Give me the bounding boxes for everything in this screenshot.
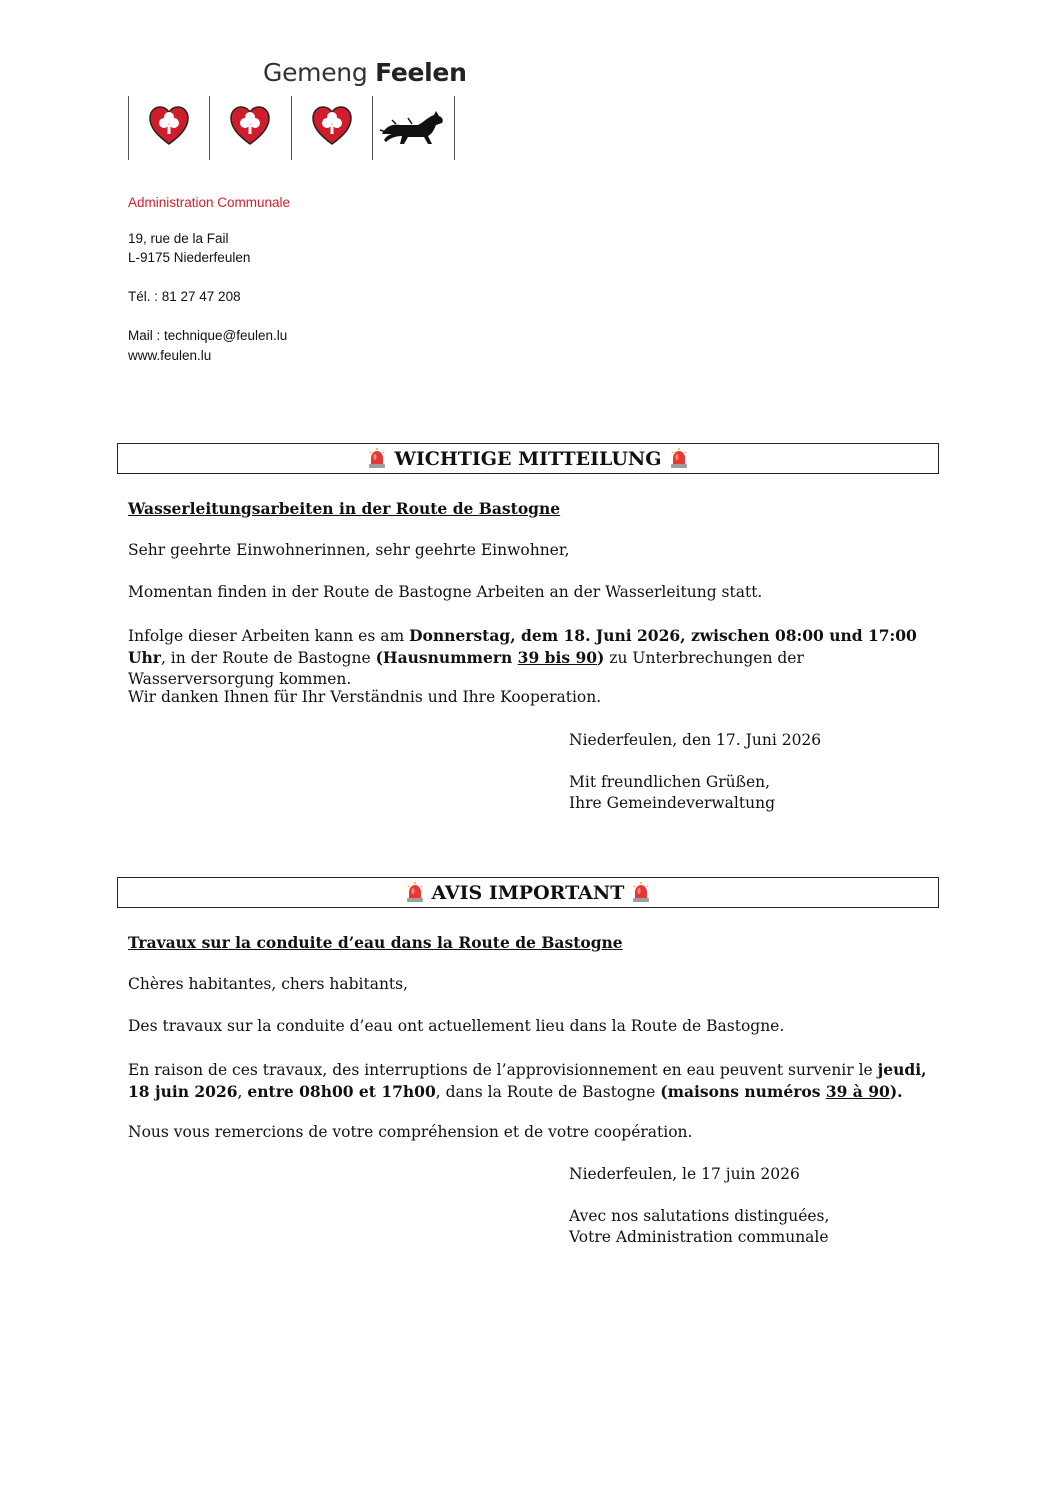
siren-icon — [406, 882, 424, 902]
french-para2-text: En raison de ces travaux, des interruptions de l’approvisionnement en eau peuvent survenir le — [128, 1061, 878, 1079]
french-date: jeudi, 18 juin 2026 — [128, 1060, 927, 1101]
logo-wordmark-light: Gemeng — [263, 58, 368, 87]
french-time: entre 08h00 et 17h00 — [247, 1082, 436, 1101]
german-paragraph-2 — [128, 625, 928, 690]
logo-wordmark-bold: Feelen — [375, 58, 467, 87]
heart-emblem-icon — [311, 106, 353, 146]
website-link: www.feulen.lu — [128, 348, 212, 363]
logo-divider — [209, 96, 210, 160]
german-subject: Wasserleitungsarbeiten in der Route de Bastogne — [128, 499, 561, 518]
french-paragraph-1: Des travaux sur la conduite d’eau ont actuellement lieu dans la Route de Bastogne. — [128, 1017, 785, 1035]
german-place-date: Niederfeulen, den 17. Juni 2026 — [569, 731, 822, 749]
french-closing-line-2: Votre Administration communale — [569, 1228, 829, 1246]
logo-wordmark — [263, 58, 467, 87]
heraldic-wolf-icon — [378, 108, 450, 148]
siren-icon — [632, 882, 650, 902]
municipality-logo — [128, 58, 467, 162]
french-salutation: Chères habitantes, chers habitants, — [128, 975, 409, 993]
french-place-date: Niederfeulen, le 17 juin 2026 — [569, 1165, 800, 1183]
phone-number: Tél. : 81 27 47 208 — [128, 289, 241, 304]
french-subject: Travaux sur la conduite d’eau dans la Route de Bastogne — [128, 933, 623, 952]
heart-emblem-icon — [229, 106, 271, 146]
logo-divider — [454, 96, 455, 160]
german-house-numbers: (Hausnummern 39 bis 90) — [375, 648, 605, 667]
heart-emblem-icon — [148, 106, 190, 146]
german-notice-heading-box — [117, 443, 939, 474]
french-house-numbers: (maisons numéros 39 à 90). — [660, 1082, 903, 1101]
german-para2-text: zu Unterbrechungen der Wasserversorgung kommen. — [128, 649, 804, 688]
french-para2-text: , dans la Route de Bastogne — [435, 1083, 661, 1101]
french-paragraph-2: En raison de ces travaux, des interruptions de l’approvisionnement en eau peuvent survenir le jeudi, 18 juin 2026, entre 08h00 et 17h00, dans la Route de Bastogne (maisons numéros 39 à 90). — [128, 1060, 927, 1101]
french-notice-heading: AVIS IMPORTANT — [431, 882, 625, 904]
logo-divider — [372, 96, 373, 160]
logo-divider — [128, 96, 129, 160]
logo-divider — [291, 96, 292, 160]
german-closing-line-2: Ihre Gemeindeverwaltung — [569, 794, 775, 812]
german-paragraph-3: Wir danken Ihnen für Ihr Verständnis und Ihre Kooperation. — [128, 688, 602, 706]
email-address: Mail : technique@feulen.lu — [128, 328, 288, 343]
german-para2-text: , in der Route de Bastogne — [160, 649, 376, 667]
siren-icon — [368, 448, 386, 468]
german-closing-line-1: Mit freundlichen Grüßen, — [569, 773, 771, 791]
administration-label: Administration Communale — [128, 195, 291, 210]
logo-emblems — [128, 96, 458, 160]
siren-icon — [670, 448, 688, 468]
address-street: 19, rue de la Fail — [128, 231, 229, 246]
german-paragraph-1: Momentan finden in der Route de Bastogne Arbeiten an der Wasserleitung statt. — [128, 583, 763, 601]
german-salutation: Sehr geehrte Einwohnerinnen, sehr geehrte Einwohner, — [128, 541, 570, 559]
french-notice-heading-box — [117, 877, 939, 908]
german-date-time: Donnerstag, dem 18. Juni 2026, zwischen 08:00 und 17:00 Uhr — [128, 626, 917, 667]
german-notice-heading: WICHTIGE MITTEILUNG — [394, 448, 662, 470]
address-city: L-9175 Niederfeulen — [128, 250, 251, 265]
french-closing-line-1: Avec nos salutations distinguées, — [569, 1207, 830, 1225]
french-paragraph-3: Nous vous remercions de votre compréhension et de votre coopération. — [128, 1123, 693, 1141]
german-para2-text: Infolge dieser Arbeiten kann es am — [128, 627, 410, 645]
